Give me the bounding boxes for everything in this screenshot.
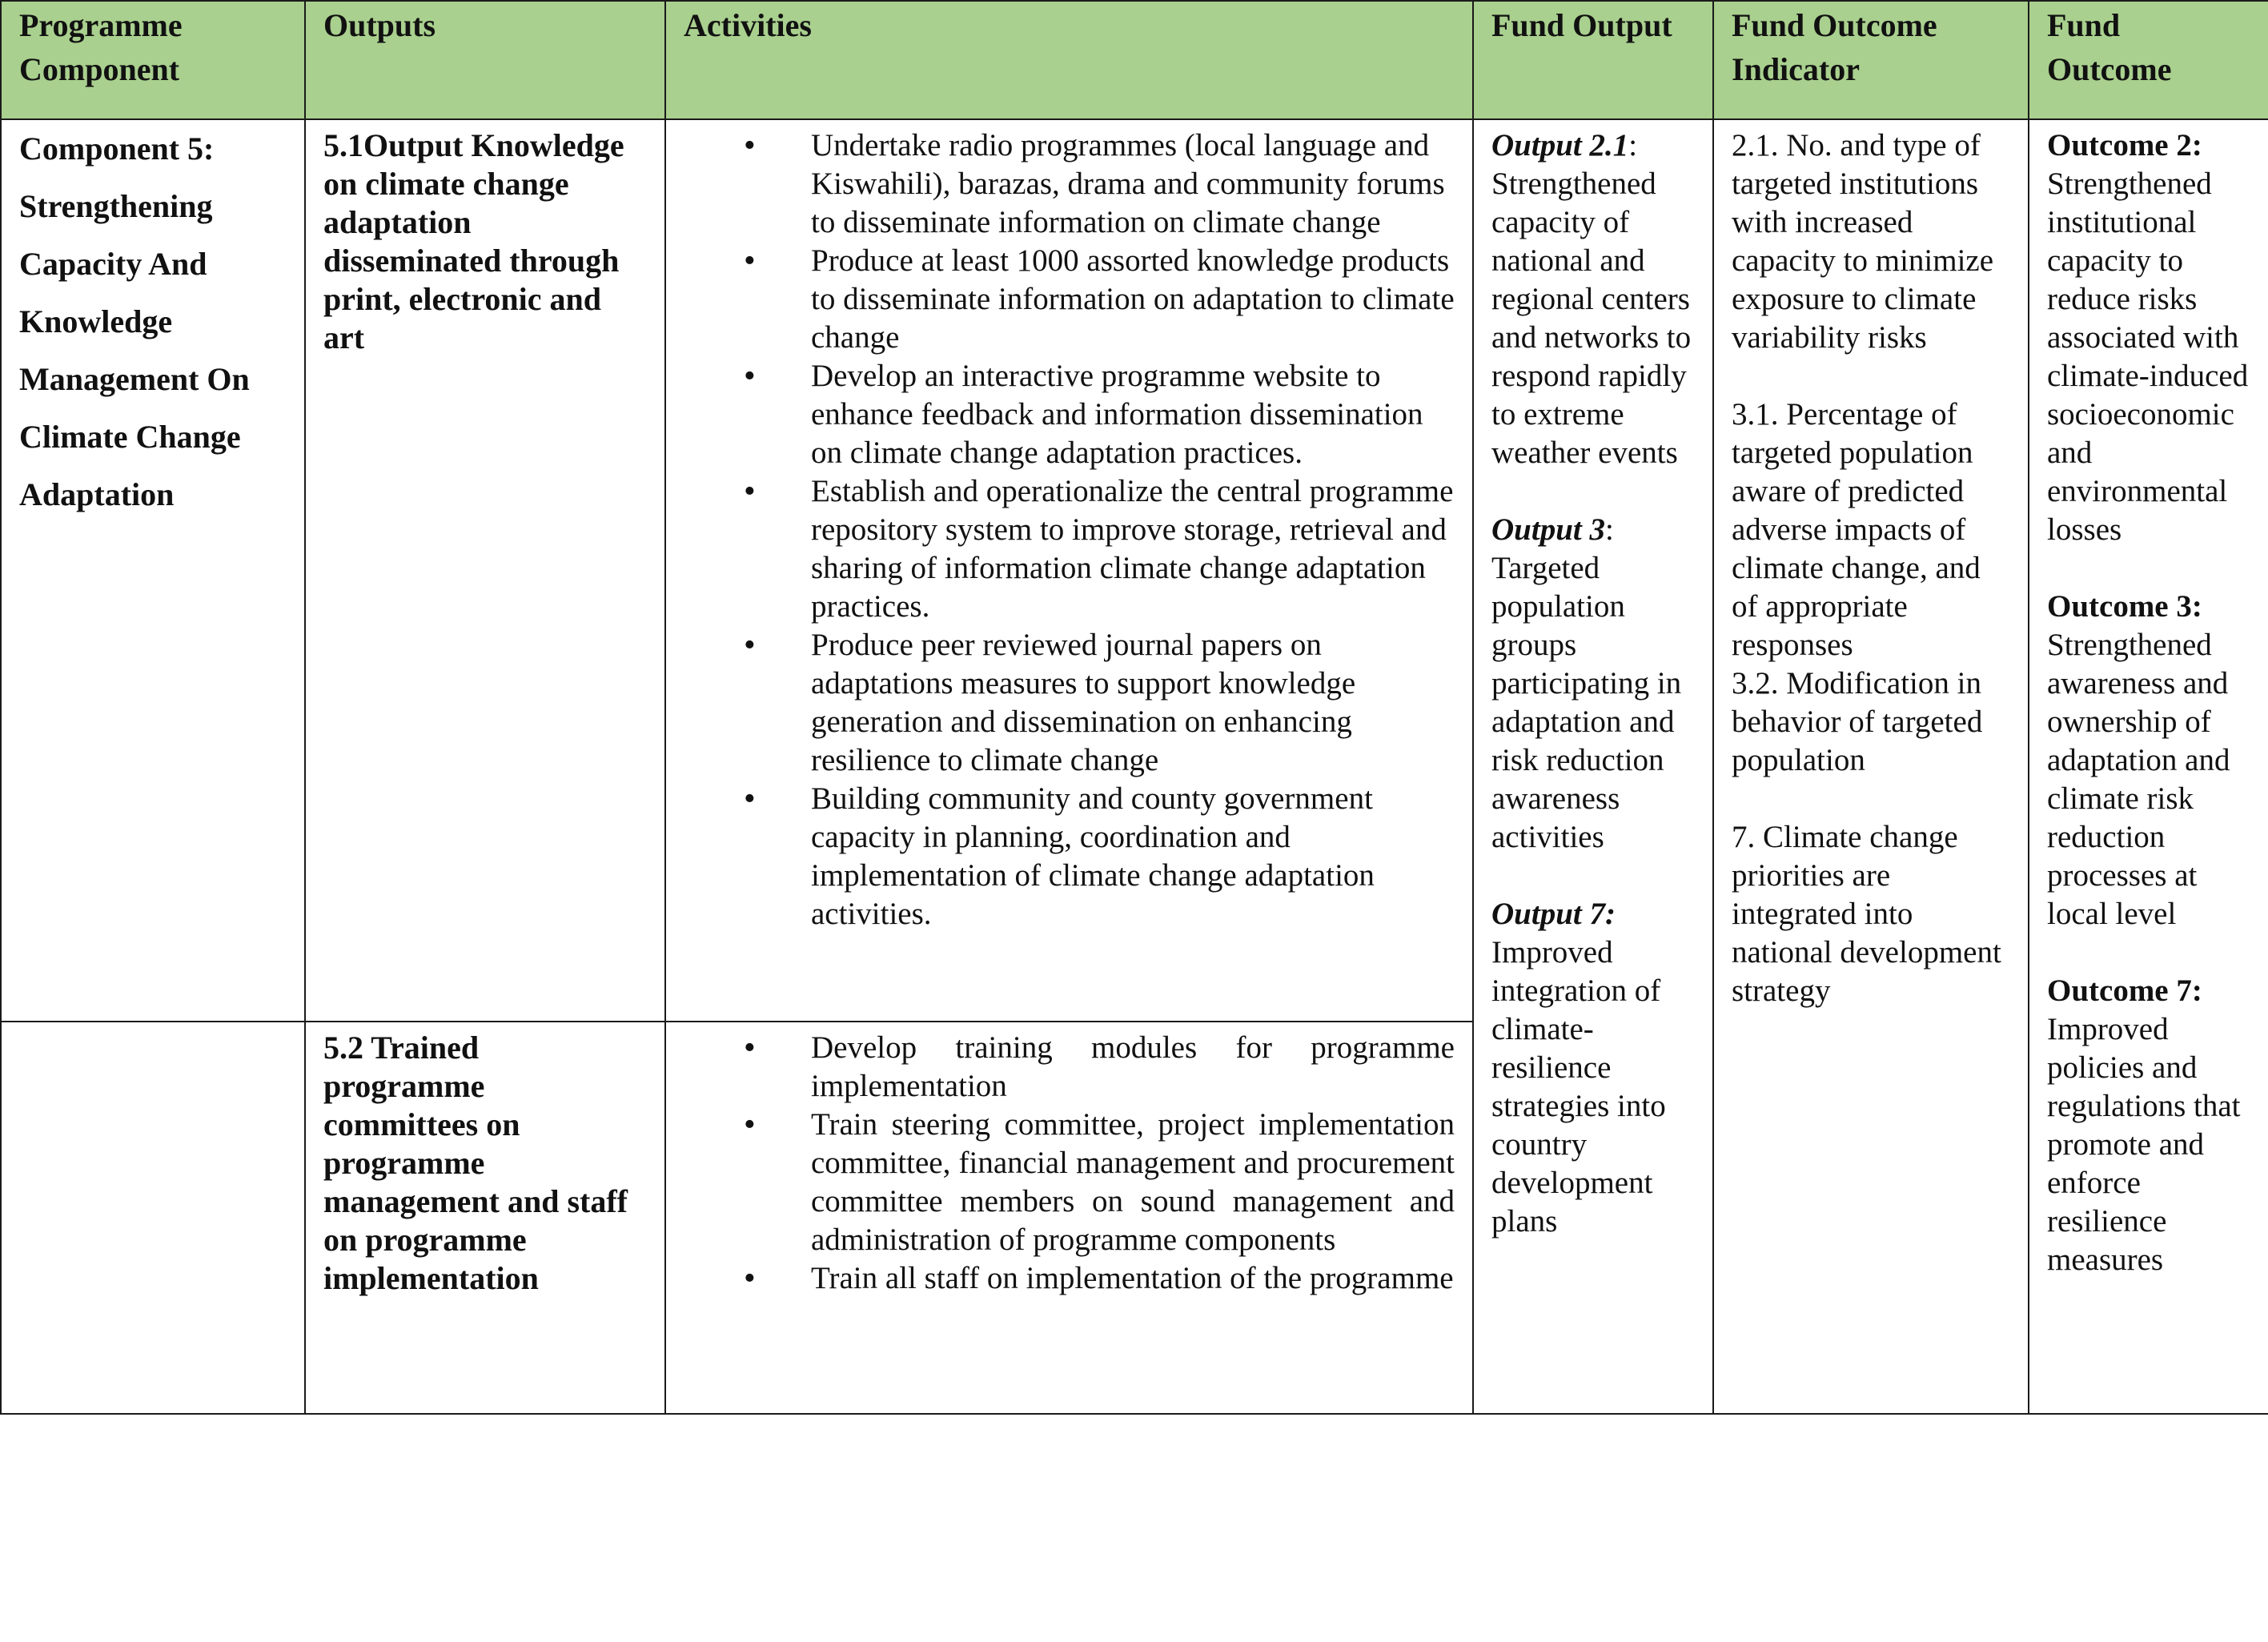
fund-output-label: Output 7: (1491, 897, 1616, 931)
header-row (1, 1, 2268, 119)
list-item: • Undertake radio programmes (local language and Kiswahili), barazas, drama and community forums to disseminate information on climate change (666, 126, 1455, 242)
fund-output-text: Targeted population groups participating in adaptation and risk reduction awareness activities (1491, 551, 1682, 854)
activities-list (666, 1029, 1455, 1298)
list-item: • Train steering committee, project implementation committee, financial management and procurement committee members on sound management and administration of programme components (666, 1106, 1455, 1259)
fund-output-3 (1491, 511, 1695, 857)
component-line: Capacity And (19, 246, 207, 282)
fund-output-7 (1491, 895, 1695, 1241)
indicator-2-1: 2.1. No. and type of targeted institutions with increased capacity to minimize exposure to climate variability risks (1732, 128, 1994, 355)
list-item: • Train all staff on implementation of the programme (666, 1259, 1455, 1298)
label-separator: : (1604, 512, 1614, 547)
list-item: • Develop training modules for programme implementation (666, 1029, 1455, 1106)
activities-list (666, 126, 1455, 933)
header-activities: Activities (665, 1, 1473, 119)
fund-output-cell (1473, 119, 1713, 1414)
fund-outcome-label: Outcome 7: (2047, 974, 2202, 1008)
list-item: • Establish and operationalize the central programme repository system to improve storage, retrieval and sharing of information climate change adaptation practices. (666, 472, 1455, 626)
indicator-3-1: 3.1. Percentage of targeted population aware of predicted adverse impacts of climate change, and of appropriate responses (1732, 397, 1981, 662)
fund-outcome-indicator-cell (1713, 119, 2029, 1414)
component-cell-empty (1, 1022, 305, 1414)
label-separator: : (1628, 128, 1638, 163)
fund-outcome-text: Improved policies and regulations that promote and enforce resilience measures (2047, 1012, 2241, 1277)
component-line: Management On (19, 361, 250, 397)
fund-outcome-text: Strengthened institutional capacity to reduce risks associated with climate-induced socioeconomic and environmental losses (2047, 167, 2249, 547)
fund-outcome-label: Outcome 2: (2047, 128, 2202, 163)
table-row (1, 119, 2268, 1022)
list-item: • Produce at least 1000 assorted knowledge products to disseminate information on adaptation to climate change (666, 242, 1455, 357)
component-line: Climate Change (19, 419, 241, 455)
header-outputs: Outputs (305, 1, 665, 119)
component-line: Adaptation (19, 476, 175, 512)
fund-output-text: Strengthened capacity of national and regional centers and networks to respond rapidly to extreme weather events (1491, 167, 1692, 470)
indicator-3-2: 3.2. Modification in behavior of targeted population (1732, 666, 1983, 777)
fund-outcome-text: Strengthened awareness and ownership of adaptation and climate risk reduction processes at local level (2047, 628, 2230, 931)
header-fund-output: Fund Output (1473, 1, 1713, 119)
fund-output-label: Output 2.1 (1491, 128, 1629, 163)
fund-outcome-3 (2047, 588, 2250, 933)
fund-outcome-7 (2047, 972, 2250, 1279)
activities-cell-5-1 (665, 119, 1473, 1022)
component-line: Knowledge (19, 303, 173, 339)
fund-output-2-1 (1491, 126, 1695, 472)
header-fund-outcome-indicator: Fund Outcome Indicator (1713, 1, 2029, 119)
list-item: • Building community and county government capacity in planning, coordination and implementation of climate change adaptation activities. (666, 780, 1455, 933)
fund-outcome-cell (2029, 119, 2268, 1414)
header-fund-outcome: Fund Outcome (2029, 1, 2268, 119)
activities-cell-5-2 (665, 1022, 1473, 1414)
fund-output-label: Output 3 (1491, 512, 1605, 547)
fund-outcome-2 (2047, 126, 2250, 549)
fund-outcome-label: Outcome 3: (2047, 589, 2202, 624)
output-cell-5-2: 5.2 Trained programme committees on programme management and staff on programme implementation (305, 1022, 665, 1414)
component-cell (1, 119, 305, 1022)
component-line: Strengthening (19, 188, 213, 224)
fund-output-text: Improved integration of climate-resilience strategies into country development plans (1491, 935, 1666, 1239)
list-item: • Produce peer reviewed journal papers on adaptations measures to support knowledge generation and dissemination on enhancing resilience to climate change (666, 626, 1455, 780)
output-cell-5-1: 5.1Output Knowledge on climate change adaptation disseminated through print, electronic and art (305, 119, 665, 1022)
header-programme-component: Programme Component (1, 1, 305, 119)
indicator-7: 7. Climate change priorities are integrated into national development strategy (1732, 820, 2001, 1008)
component-line: Component 5: (19, 130, 215, 167)
list-item: • Develop an interactive programme website to enhance feedback and information dissemination on climate change adaptation practices. (666, 357, 1455, 472)
